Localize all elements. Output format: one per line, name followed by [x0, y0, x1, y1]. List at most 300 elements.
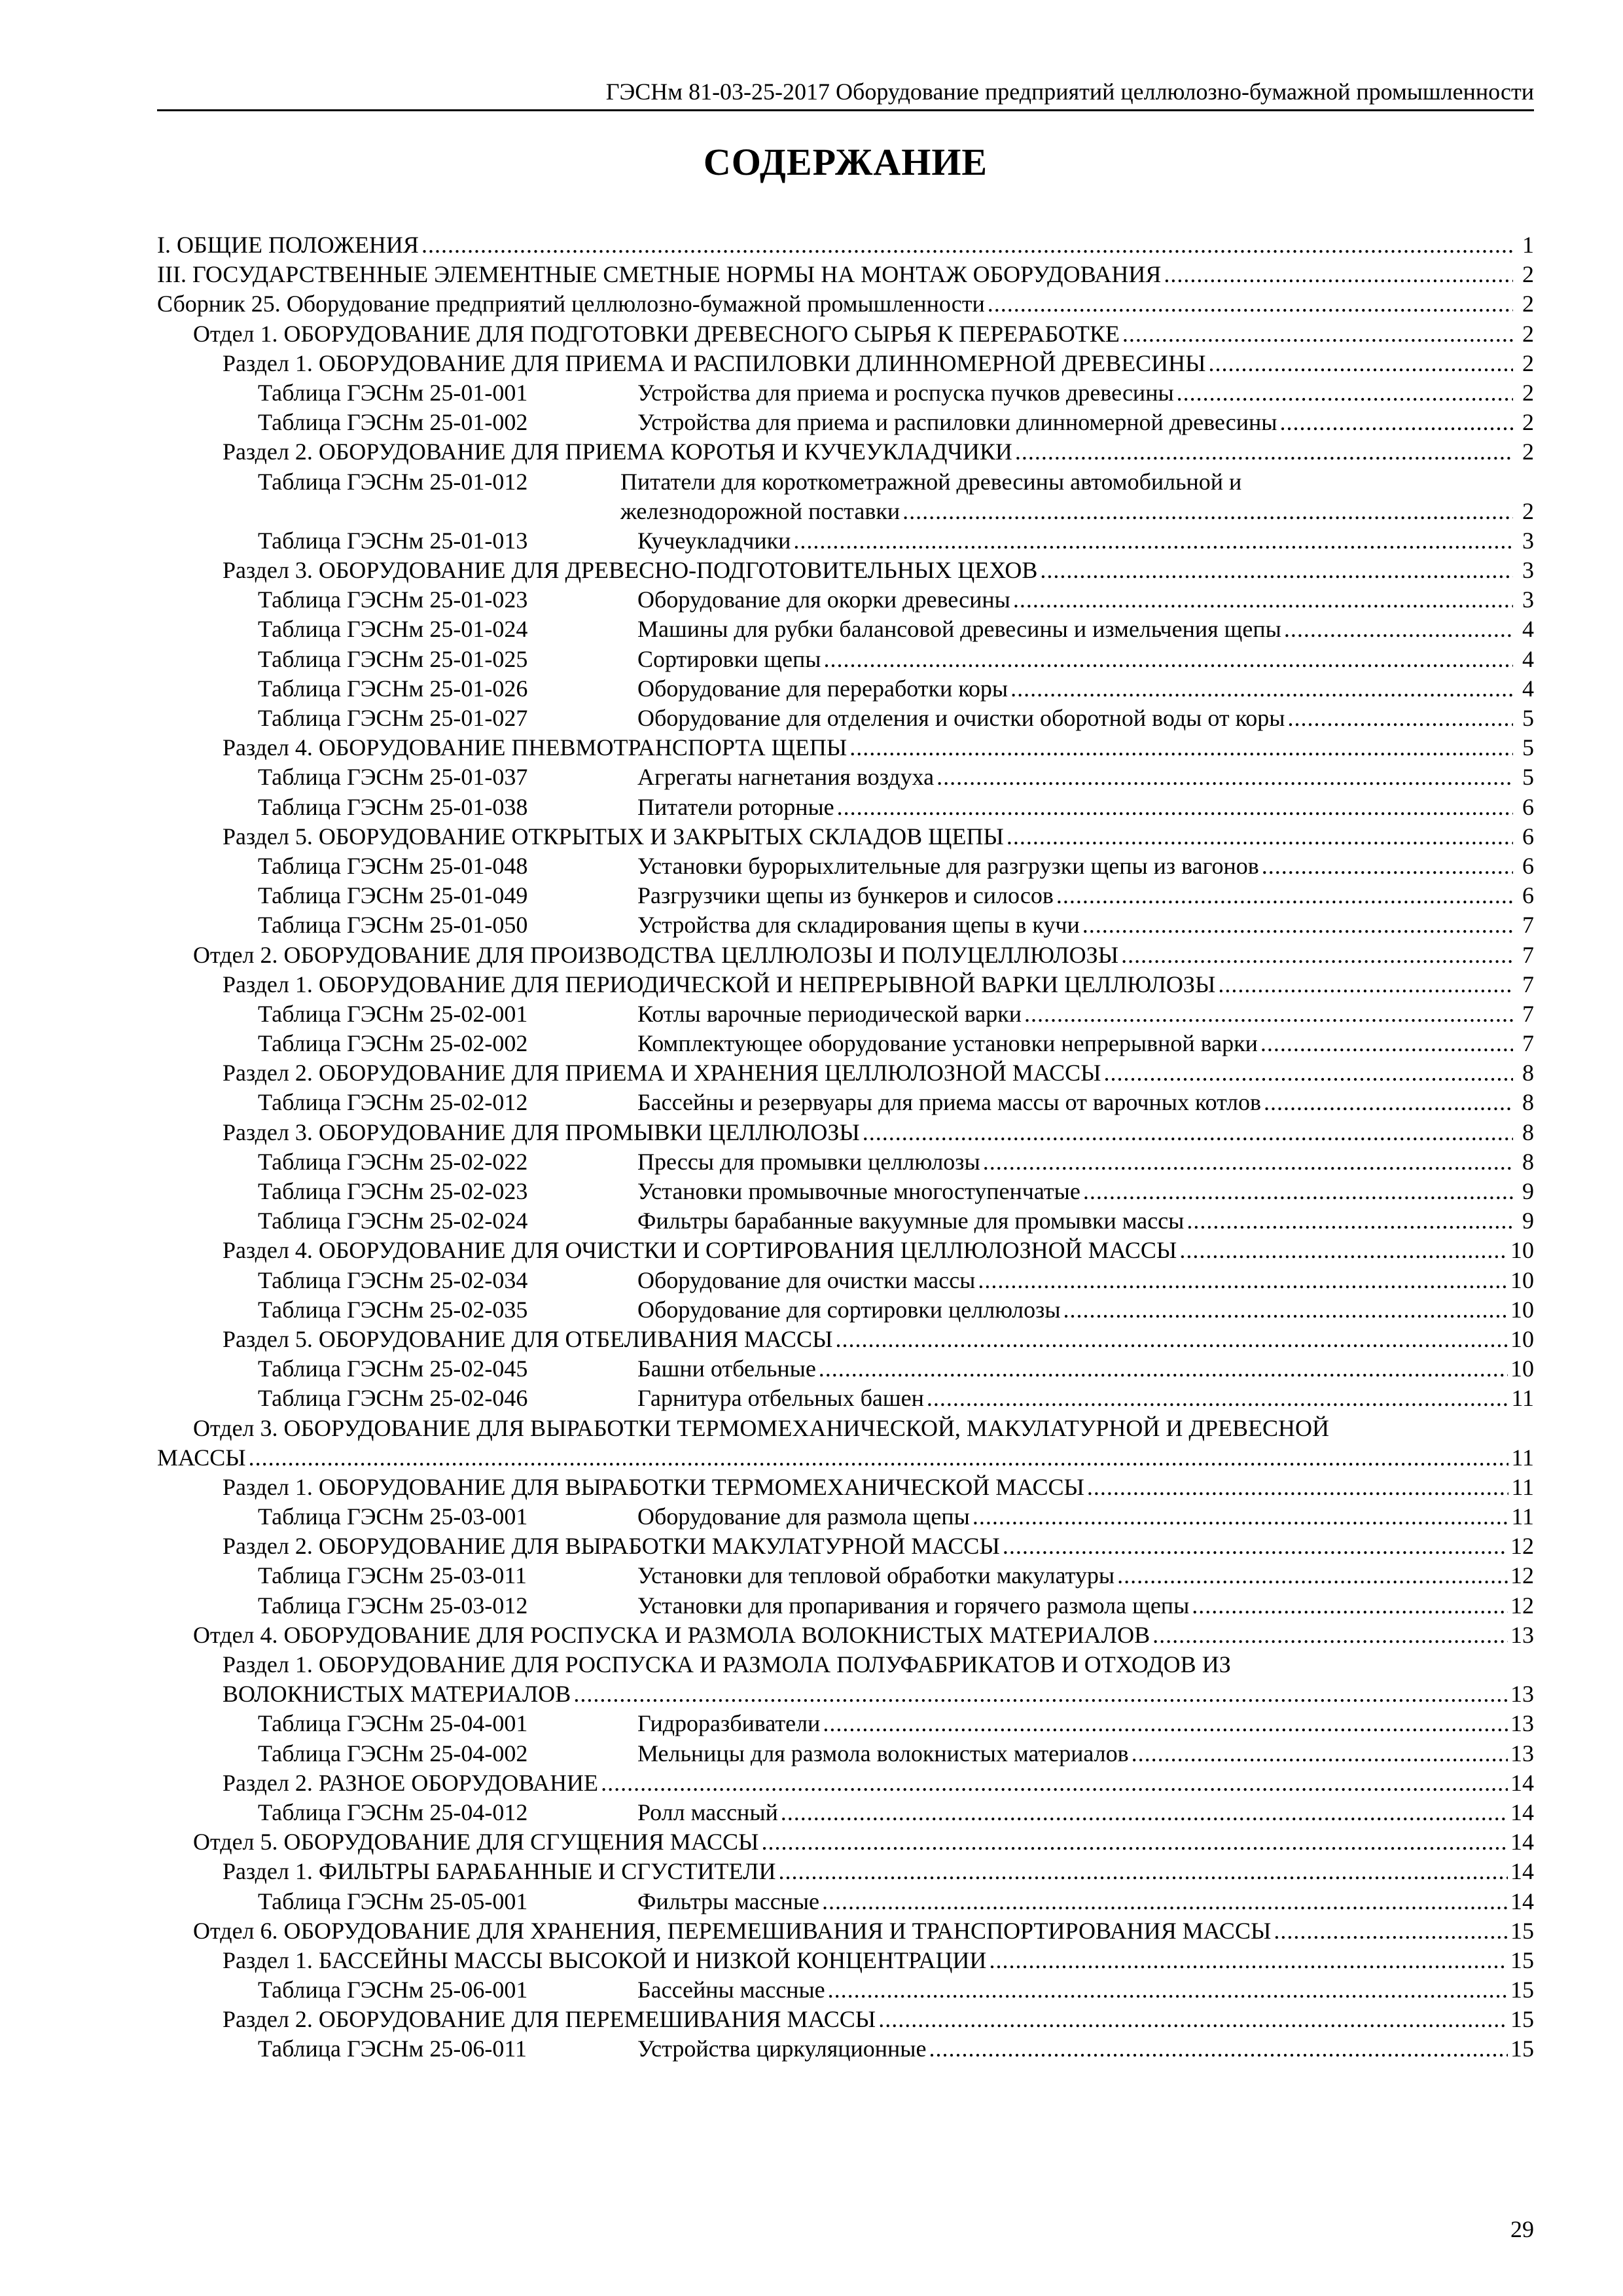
- toc-table-rest: [637, 1709, 1534, 1738]
- toc-entry-page: 14: [1510, 1888, 1534, 1914]
- toc-table-title: Прессы для промывки целлюлозы: [637, 1148, 980, 1175]
- toc-entry-page: 3: [1522, 527, 1534, 554]
- toc-table-title: Устройства для приема и роспуска пучков древесины: [637, 379, 1174, 406]
- toc-entry-title: Раздел 1. БАССЕЙНЫ МАССЫ ВЫСОКОЙ И НИЗКОЙ КОНЦЕНТРАЦИИ: [223, 1946, 987, 1973]
- toc-entry-page: 15: [1510, 1946, 1534, 1973]
- toc-entry-title: Раздел 3. ОБОРУДОВАНИЕ ДЛЯ ПРОМЫВКИ ЦЕЛЛЮЛОЗЫ: [223, 1119, 860, 1145]
- toc-table-code: Таблица ГЭСНм 25-02-034: [258, 1266, 528, 1293]
- toc-entry-page: 2: [1522, 439, 1534, 465]
- toc-leader-dots: [601, 1768, 1508, 1798]
- toc-table-entry[interactable]: [157, 704, 1534, 733]
- toc-table-rest: [637, 378, 1534, 408]
- toc-table-entry[interactable]: [157, 1206, 1534, 1236]
- running-header: ГЭСНм 81-03-25-2017 Оборудование предприятий целлюлозно-бумажной промышленности: [605, 79, 1534, 105]
- toc-entry-page: 13: [1510, 1621, 1534, 1648]
- toc-table-title-cont: железнодорожной поставки: [620, 497, 901, 524]
- toc-leader-dots: [1010, 674, 1513, 704]
- toc-table-title: Питатели для короткометражной древесины автомобильной и: [620, 468, 1242, 495]
- toc-entry-title: Раздел 3. ОБОРУДОВАНИЕ ДЛЯ ДРЕВЕСНО-ПОДГОТОВИТЕЛЬНЫХ ЦЕХОВ: [223, 557, 1038, 584]
- toc-table-rest: [637, 1887, 1534, 1916]
- toc-entry[interactable]: [157, 556, 1534, 585]
- toc-table-entry[interactable]: [157, 793, 1534, 822]
- toc-table-code: Таблица ГЭСНм 25-01-023: [258, 586, 528, 613]
- toc-table-entry[interactable]: [157, 1975, 1534, 2005]
- toc-table-code: Таблица ГЭСНм 25-06-011: [258, 2036, 527, 2062]
- toc-table-entry[interactable]: [157, 1295, 1534, 1325]
- toc-entry[interactable]: [157, 230, 1534, 260]
- toc-table-title: Ролл массный: [637, 1799, 778, 1825]
- toc-leader-dots: [1015, 437, 1513, 467]
- toc-entry-title: I. ОБЩИЕ ПОЛОЖЕНИЯ: [157, 232, 419, 258]
- toc-entry-page: 13: [1510, 1681, 1534, 1708]
- toc-table-rest: [637, 1561, 1534, 1590]
- toc-entry-title: Раздел 2. ОБОРУДОВАНИЕ ДЛЯ ПЕРЕМЕШИВАНИЯ МАССЫ: [223, 2006, 876, 2033]
- toc-leader-dots: [878, 2005, 1508, 2034]
- toc-entry-page: 7: [1522, 1030, 1534, 1057]
- toc-entry-page: 11: [1511, 1385, 1534, 1412]
- toc-table-entry[interactable]: [157, 1887, 1534, 1916]
- toc-entry[interactable]: [157, 1857, 1534, 1886]
- toc-table-entry[interactable]: [157, 1029, 1534, 1058]
- toc-entry-line-1: Отдел 3. ОБОРУДОВАНИЕ ДЛЯ ВЫРАБОТКИ ТЕРМОМЕХАНИЧЕСКОЙ, МАКУЛАТУРНОЙ И ДРЕВЕСНОЙ: [193, 1414, 1329, 1441]
- toc-table-rest: [637, 615, 1534, 644]
- toc-table-title: Фильтры барабанные вакуумные для промывки массы: [637, 1208, 1185, 1234]
- toc-table-code: Таблица ГЭСНм 25-02-001: [258, 1000, 528, 1027]
- toc-entry-page: 10: [1510, 1296, 1534, 1323]
- toc-table-rest: [637, 704, 1534, 733]
- toc-table-code: Таблица ГЭСНм 25-01-050: [258, 912, 528, 939]
- toc-table-code: Таблица ГЭСНм 25-01-026: [258, 675, 528, 702]
- toc-entry-title: Раздел 4. ОБОРУДОВАНИЕ ПНЕВМОТРАНСПОРТА ЩЕПЫ: [223, 734, 847, 761]
- toc-table-entry[interactable]: [157, 910, 1534, 940]
- toc-table-code: Таблица ГЭСНм 25-02-012: [258, 1089, 528, 1116]
- toc-entry[interactable]: [157, 1768, 1534, 1798]
- toc-leader-dots: [421, 230, 1513, 260]
- toc-leader-dots: [1279, 408, 1513, 437]
- toc-entry[interactable]: [157, 1058, 1534, 1088]
- toc-table-entry[interactable]: [157, 1147, 1534, 1177]
- toc-table-entry[interactable]: [157, 526, 1534, 556]
- toc-entry-page: 14: [1510, 1799, 1534, 1825]
- toc-leader-dots: [828, 1975, 1508, 2005]
- toc-table-rest: [637, 645, 1534, 674]
- toc-leader-dots: [927, 1384, 1508, 1413]
- toc-table-rest: [637, 1384, 1534, 1413]
- toc-leader-dots: [988, 289, 1513, 319]
- toc-table-code: Таблица ГЭСНм 25-02-023: [258, 1178, 528, 1204]
- toc-table-title: Сортировки щепы: [637, 645, 821, 672]
- toc-entry[interactable]: [157, 1473, 1534, 1502]
- toc-entry-page: 4: [1522, 616, 1534, 643]
- toc-table-entry[interactable]: [157, 1798, 1534, 1827]
- toc-entry-page: 5: [1522, 734, 1534, 761]
- toc-table-code: Таблица ГЭСНм 25-04-012: [258, 1799, 528, 1825]
- toc-entry[interactable]: [157, 1827, 1534, 1857]
- toc-table-rest: [637, 2034, 1534, 2064]
- toc-leader-dots: [1287, 704, 1513, 733]
- toc-table-code: Таблица ГЭСНм 25-02-035: [258, 1296, 528, 1323]
- toc-leader-dots: [1218, 970, 1513, 999]
- toc-table-code: Таблица ГЭСНм 25-02-022: [258, 1148, 528, 1175]
- toc-leader-dots: [823, 1709, 1508, 1738]
- toc-table-line-1: [157, 467, 1534, 497]
- toc-table-entry[interactable]: [157, 645, 1534, 674]
- toc-entry-title: Раздел 1. ФИЛЬТРЫ БАРАБАННЫЕ И СГУСТИТЕЛИ: [223, 1858, 776, 1885]
- toc-table-title: Бассейны массные: [637, 1977, 825, 2003]
- toc-leader-dots: [902, 497, 1513, 526]
- toc-entry-page: 2: [1522, 350, 1534, 376]
- toc-leader-dots: [249, 1443, 1509, 1473]
- toc-entry[interactable]: [157, 1532, 1534, 1561]
- toc-leader-dots: [1264, 1088, 1513, 1117]
- toc-table-title: Машины для рубки балансовой древесины и измельчения щепы: [637, 616, 1281, 643]
- toc-table-title: Разгрузчики щепы из бункеров и силосов: [637, 882, 1054, 909]
- toc-table-title: Оборудование для отделения и очистки оборотной воды от коры: [637, 705, 1285, 731]
- toc-leader-dots: [573, 1679, 1508, 1709]
- toc-table-entry[interactable]: [157, 585, 1534, 615]
- toc-leader-dots: [781, 1798, 1508, 1827]
- toc-table-rest: [637, 1206, 1534, 1236]
- toc-entry[interactable]: [157, 260, 1534, 289]
- toc-table-code: Таблица ГЭСНм 25-01-025: [258, 645, 528, 672]
- toc-leader-dots: [1056, 881, 1513, 910]
- toc-entry[interactable]: [157, 1621, 1534, 1650]
- page-title: СОДЕРЖАНИЕ: [703, 141, 988, 183]
- toc-table-entry[interactable]: [157, 1561, 1534, 1590]
- toc-table-code: Таблица ГЭСНм 25-01-001: [258, 379, 528, 406]
- toc-table-code: Таблица ГЭСНм 25-02-002: [258, 1030, 528, 1057]
- toc-entry[interactable]: [157, 1414, 1534, 1473]
- toc-entry[interactable]: [157, 1236, 1534, 1265]
- toc-entry-title-cont: МАССЫ: [157, 1444, 246, 1471]
- toc-table-rest: [637, 910, 1534, 940]
- toc-leader-dots: [819, 1354, 1508, 1384]
- toc-entry-page: 3: [1522, 557, 1534, 584]
- toc-entry-title: Отдел 6. ОБОРУДОВАНИЕ ДЛЯ ХРАНЕНИЯ, ПЕРЕМЕШИВАНИЯ И ТРАНСПОРТИРОВАНИЯ МАССЫ: [193, 1917, 1272, 1944]
- toc-table-title: Бассейны и резервуары для приема массы от варочных котлов: [637, 1089, 1261, 1116]
- toc-entry[interactable]: [157, 2005, 1534, 2034]
- toc-leader-dots: [1013, 585, 1513, 615]
- toc-table-code: Таблица ГЭСНм 25-01-024: [258, 616, 528, 643]
- toc-table-code: Таблица ГЭСНм 25-01-038: [258, 793, 528, 820]
- toc-table-rest: [637, 881, 1534, 910]
- toc-entry-title: Раздел 2. РАЗНОЕ ОБОРУДОВАНИЕ: [223, 1769, 599, 1796]
- toc-table-code: Таблица ГЭСНм 25-02-045: [258, 1355, 528, 1382]
- toc-entry-page: 8: [1522, 1119, 1534, 1145]
- toc-table-code: Таблица ГЭСНм 25-01-049: [258, 882, 528, 909]
- toc-leader-dots: [936, 762, 1513, 792]
- toc-entry-page: 7: [1522, 941, 1534, 968]
- toc-table-title: Гидроразбиватели: [637, 1710, 821, 1737]
- toc-table-code: Таблица ГЭСНм 25-01-027: [258, 705, 528, 731]
- toc-entry[interactable]: [157, 1650, 1534, 1709]
- toc-entry-title: Отдел 4. ОБОРУДОВАНИЕ ДЛЯ РОСПУСКА И РАЗМОЛА ВОЛОКНИСТЫХ МАТЕРИАЛОВ: [193, 1621, 1150, 1648]
- toc-entry[interactable]: [157, 289, 1534, 319]
- toc-table-title: Фильтры массные: [637, 1888, 819, 1914]
- toc-entry-title: Раздел 2. ОБОРУДОВАНИЕ ДЛЯ ПРИЕМА И ХРАНЕНИЯ ЦЕЛЛЮЛОЗНОЙ МАССЫ: [223, 1060, 1101, 1086]
- toc-entry-page: 6: [1522, 882, 1534, 909]
- toc-entry-page: 11: [1511, 1444, 1534, 1471]
- toc-entry-title: III. ГОСУДАРСТВЕННЫЕ ЭЛЕМЕНТНЫЕ СМЕТНЫЕ НОРМЫ НА МОНТАЖ ОБОРУДОВАНИЯ: [157, 261, 1162, 288]
- toc-leader-dots: [983, 1147, 1513, 1177]
- toc-entry-title: Раздел 5. ОБОРУДОВАНИЕ ДЛЯ ОТБЕЛИВАНИЯ МАССЫ: [223, 1325, 833, 1352]
- toc-leader-dots: [837, 793, 1513, 822]
- toc-table-rest: [637, 1088, 1534, 1117]
- toc-table-title: Устройства для складирования щепы в кучи: [637, 912, 1080, 939]
- toc-entry-page: 12: [1510, 1533, 1534, 1560]
- toc-table-code: Таблица ГЭСНм 25-04-001: [258, 1710, 528, 1737]
- toc-table-rest: [637, 852, 1534, 881]
- toc-entry-page: 2: [1522, 291, 1534, 317]
- toc-entry-page: 1: [1522, 232, 1534, 258]
- toc-entry-page: 10: [1510, 1355, 1534, 1382]
- toc-entry[interactable]: [157, 733, 1534, 762]
- toc-leader-dots: [849, 733, 1513, 762]
- toc-entry-page: 8: [1522, 1089, 1534, 1116]
- toc-leader-dots: [1209, 349, 1513, 378]
- toc-entry-page: 3: [1522, 586, 1534, 613]
- toc-table-title: Установки для пропаривания и горячего размола щепы: [637, 1592, 1190, 1619]
- toc-leader-dots: [1179, 1236, 1508, 1265]
- toc-leader-dots: [1063, 1295, 1508, 1325]
- toc-table-title: Устройства циркуляционные: [637, 2036, 927, 2062]
- toc-table-title: Питатели роторные: [637, 793, 834, 820]
- toc-leader-dots: [835, 1325, 1508, 1354]
- toc-table-title: Оборудование для переработки коры: [637, 675, 1008, 702]
- toc-leader-dots: [1122, 319, 1513, 349]
- toc-table-entry[interactable]: [157, 852, 1534, 881]
- toc-entry-page: 15: [1510, 2006, 1534, 2033]
- toc-table-line-2: [157, 497, 1534, 526]
- toc-entry-page: 15: [1510, 2036, 1534, 2062]
- toc-table-rest: [637, 999, 1534, 1029]
- toc-entry-page: 10: [1510, 1325, 1534, 1352]
- toc-entry-title: Раздел 4. ОБОРУДОВАНИЕ ДЛЯ ОЧИСТКИ И СОРТИРОВАНИЯ ЦЕЛЛЮЛОЗНОЙ МАССЫ: [223, 1237, 1177, 1264]
- toc-table-rest: [637, 1266, 1534, 1295]
- toc-entry-page: 14: [1510, 1858, 1534, 1885]
- toc-table-entry[interactable]: [157, 762, 1534, 792]
- toc-table-title: Установки бурорыхлительные для разгрузки щепы из вагонов: [637, 852, 1259, 879]
- toc-leader-dots: [1132, 1739, 1508, 1768]
- toc-table-code: Таблица ГЭСНм 25-03-001: [258, 1503, 528, 1530]
- toc-table-entry[interactable]: [157, 378, 1534, 408]
- toc-table-code: Таблица ГЭСНм 25-02-046: [258, 1385, 528, 1412]
- toc-entry-title: Отдел 2. ОБОРУДОВАНИЕ ДЛЯ ПРОИЗВОДСТВА ЦЕЛЛЮЛОЗЫ И ПОЛУЦЕЛЛЮЛОЗЫ: [193, 941, 1119, 968]
- toc-leader-dots: [823, 645, 1513, 674]
- toc-entry-page: 2: [1522, 497, 1534, 524]
- toc-table-rest: [637, 793, 1534, 822]
- toc-table-entry[interactable]: [157, 1739, 1534, 1768]
- toc-table-rest: [637, 1739, 1534, 1768]
- toc-entry-page: 2: [1522, 379, 1534, 406]
- toc-entry-page: 5: [1522, 705, 1534, 731]
- toc-leader-dots: [1274, 1916, 1508, 1946]
- toc-table-code: Таблица ГЭСНм 25-01-013: [258, 527, 528, 554]
- toc-leader-dots: [989, 1946, 1508, 1975]
- toc-entry-page: 12: [1510, 1592, 1534, 1619]
- toc-table-entry[interactable]: [157, 1591, 1534, 1621]
- toc-leader-dots: [1040, 556, 1513, 585]
- toc-entry-page: 2: [1522, 261, 1534, 288]
- toc-entry[interactable]: [157, 1118, 1534, 1147]
- toc-entry-page: 6: [1522, 823, 1534, 850]
- toc-table-entry[interactable]: [157, 467, 1534, 526]
- toc-leader-dots: [1186, 1206, 1513, 1236]
- header-rule: [157, 109, 1534, 111]
- toc-entry-page: 8: [1522, 1148, 1534, 1175]
- toc-entry-page: 5: [1522, 764, 1534, 791]
- toc-leader-dots: [1083, 1177, 1513, 1206]
- toc-entry-page: 13: [1510, 1710, 1534, 1737]
- toc-leader-dots: [1087, 1473, 1508, 1502]
- toc-entry-page: 11: [1511, 1503, 1534, 1530]
- toc-entry-page: 15: [1510, 1917, 1534, 1944]
- toc-leader-dots: [929, 2034, 1508, 2064]
- toc-table-title: Котлы варочные периодической варки: [637, 1000, 1022, 1027]
- toc-entry-page: 7: [1522, 1000, 1534, 1027]
- toc-table-rest: [637, 1502, 1534, 1532]
- toc-entry-line-1: Раздел 1. ОБОРУДОВАНИЕ ДЛЯ РОСПУСКА И РАЗМОЛА ПОЛУФАБРИКАТОВ И ОТХОДОВ ИЗ: [223, 1651, 1231, 1677]
- toc-entry-page: 10: [1510, 1237, 1534, 1264]
- toc-entry[interactable]: [157, 437, 1534, 467]
- toc-leader-dots: [822, 1887, 1508, 1916]
- toc-entry[interactable]: [157, 1325, 1534, 1354]
- toc-entry-page: 10: [1510, 1266, 1534, 1293]
- toc-table-title: Оборудование для очистки массы: [637, 1266, 976, 1293]
- toc-entry[interactable]: [157, 319, 1534, 349]
- toc-entry-page: 9: [1522, 1208, 1534, 1234]
- toc-entry-title: Раздел 1. ОБОРУДОВАНИЕ ДЛЯ ПЕРИОДИЧЕСКОЙ И НЕПРЕРЫВНОЙ ВАРКИ ЦЕЛЛЮЛОЗЫ: [223, 971, 1216, 997]
- toc-leader-dots: [1177, 378, 1513, 408]
- toc-table-title: Установки промывочные многоступенчатые: [637, 1178, 1080, 1204]
- toc-table-title: Гарнитура отбельных башен: [637, 1385, 924, 1412]
- toc-entry[interactable]: [157, 941, 1534, 970]
- toc-entry[interactable]: [157, 822, 1534, 852]
- toc-table-rest: [637, 674, 1534, 704]
- toc-entry-title: Раздел 2. ОБОРУДОВАНИЕ ДЛЯ ВЫРАБОТКИ МАКУЛАТУРНОЙ МАССЫ: [223, 1533, 1000, 1560]
- toc-entry-line-2: [157, 1679, 1534, 1709]
- toc-leader-dots: [1152, 1621, 1508, 1650]
- toc-table-entry[interactable]: [157, 615, 1534, 644]
- toc-leader-dots: [1024, 999, 1513, 1029]
- toc-table-title: Устройства для приема и распиловки длинномерной древесины: [637, 409, 1277, 436]
- toc-entry-title: Раздел 5. ОБОРУДОВАНИЕ ОТКРЫТЫХ И ЗАКРЫТЫХ СКЛАДОВ ЩЕПЫ: [223, 823, 1004, 850]
- toc-table-rest: [637, 526, 1534, 556]
- toc-table-code: Таблица ГЭСНм 25-04-002: [258, 1740, 528, 1767]
- toc-table-code: Таблица ГЭСНм 25-01-002: [258, 409, 528, 436]
- toc-entry-page: 9: [1522, 1178, 1534, 1204]
- toc-table-entry[interactable]: [157, 2034, 1534, 2064]
- toc-entry-page: 14: [1510, 1769, 1534, 1796]
- toc-table-rest: [637, 1029, 1534, 1058]
- toc-table-entry[interactable]: [157, 881, 1534, 910]
- toc-entry-title: Раздел 2. ОБОРУДОВАНИЕ ДЛЯ ПРИЕМА КОРОТЬЯ И КУЧЕУКЛАДЧИКИ: [223, 439, 1012, 465]
- toc-table-rest: [637, 1177, 1534, 1206]
- toc-entry-page: 15: [1510, 1977, 1534, 2003]
- toc-table-title: Башни отбельные: [637, 1355, 816, 1382]
- toc-table-rest: [637, 408, 1534, 437]
- toc-table-rest: [637, 1354, 1534, 1384]
- toc-entry-page: 7: [1522, 912, 1534, 939]
- toc-leader-dots: [1104, 1058, 1513, 1088]
- toc-leader-dots: [778, 1857, 1508, 1886]
- toc-entry-page: 14: [1510, 1829, 1534, 1856]
- toc-leader-dots: [1284, 615, 1513, 644]
- toc-entry-title-cont: ВОЛОКНИСТЫХ МАТЕРИАЛОВ: [223, 1681, 571, 1708]
- toc-table-entry[interactable]: [157, 1502, 1534, 1532]
- toc-entry-page: 7: [1522, 971, 1534, 997]
- toc-table-title: Мельницы для размола волокнистых материалов: [637, 1740, 1129, 1767]
- toc-leader-dots: [1082, 910, 1513, 940]
- toc-table-entry[interactable]: [157, 999, 1534, 1029]
- toc-table-entry[interactable]: [157, 1177, 1534, 1206]
- toc-table-entry[interactable]: [157, 408, 1534, 437]
- toc-table-rest: [637, 1798, 1534, 1827]
- toc-leader-dots: [1003, 1532, 1508, 1561]
- page-number: 29: [1510, 2216, 1534, 2242]
- toc-table-code: Таблица ГЭСНм 25-03-011: [258, 1562, 527, 1589]
- toc-entry[interactable]: [157, 970, 1534, 999]
- toc-leader-dots: [978, 1266, 1508, 1295]
- toc-leader-dots: [1262, 852, 1513, 881]
- toc-entry-title: Раздел 1. ОБОРУДОВАНИЕ ДЛЯ ВЫРАБОТКИ ТЕРМОМЕХАНИЧЕСКОЙ МАССЫ: [223, 1473, 1084, 1500]
- toc-table-title: Кучеукладчики: [637, 527, 791, 554]
- toc-table-code: Таблица ГЭСНм 25-06-001: [258, 1977, 528, 2003]
- toc-entry-page: 4: [1522, 645, 1534, 672]
- toc-entry[interactable]: [157, 1946, 1534, 1975]
- toc-leader-dots: [1117, 1561, 1508, 1590]
- toc-leader-dots: [1164, 260, 1513, 289]
- toc-entry-page: 12: [1510, 1562, 1534, 1589]
- toc-leader-dots: [972, 1502, 1508, 1532]
- toc-entry-page: 2: [1522, 320, 1534, 347]
- toc-table-code: Таблица ГЭСНм 25-01-037: [258, 764, 528, 791]
- toc-table-rest: [637, 1147, 1534, 1177]
- toc-table-title: Установки для тепловой обработки макулатуры: [637, 1562, 1115, 1589]
- toc-table-entry[interactable]: [157, 1384, 1534, 1413]
- toc-table-code: Таблица ГЭСНм 25-03-012: [258, 1592, 528, 1619]
- toc-table-title: Оборудование для окорки древесины: [637, 586, 1010, 613]
- toc-table-code: Таблица ГЭСНм 25-02-024: [258, 1208, 528, 1234]
- toc-table-entry[interactable]: [157, 1354, 1534, 1384]
- toc-table-title: Комплектующее оборудование установки непрерывной варки: [637, 1030, 1258, 1057]
- toc-entry[interactable]: [157, 1916, 1534, 1946]
- toc-leader-dots: [1192, 1591, 1508, 1621]
- toc-entry-page: 4: [1522, 675, 1534, 702]
- toc-table-rest: [637, 1295, 1534, 1325]
- toc-entry-page: 11: [1511, 1473, 1534, 1500]
- toc-entry-title: Раздел 1. ОБОРУДОВАНИЕ ДЛЯ ПРИЕМА И РАСПИЛОВКИ ДЛИННОМЕРНОЙ ДРЕВЕСИНЫ: [223, 350, 1206, 376]
- toc-entry-page: 13: [1510, 1740, 1534, 1767]
- toc-entry[interactable]: [157, 349, 1534, 378]
- toc-table-rest: [637, 585, 1534, 615]
- toc-entry-page: 2: [1522, 409, 1534, 436]
- toc-table-code: Таблица ГЭСНм 25-01-012: [258, 468, 528, 495]
- toc-entry-page: 6: [1522, 852, 1534, 879]
- toc-leader-dots: [863, 1118, 1513, 1147]
- toc-table-entry[interactable]: [157, 1709, 1534, 1738]
- toc-table-entry[interactable]: [157, 1088, 1534, 1117]
- table-of-contents: [157, 230, 1534, 2064]
- toc-table-title: Агрегаты нагнетания воздуха: [637, 764, 935, 791]
- toc-entry-line-2: [157, 1443, 1534, 1473]
- toc-table-entry[interactable]: [157, 674, 1534, 704]
- toc-leader-dots: [793, 526, 1513, 556]
- toc-table-code: Таблица ГЭСНм 25-05-001: [258, 1888, 528, 1914]
- toc-table-entry[interactable]: [157, 1266, 1534, 1295]
- toc-table-rest: [637, 762, 1534, 792]
- toc-table-rest: [637, 1975, 1534, 2005]
